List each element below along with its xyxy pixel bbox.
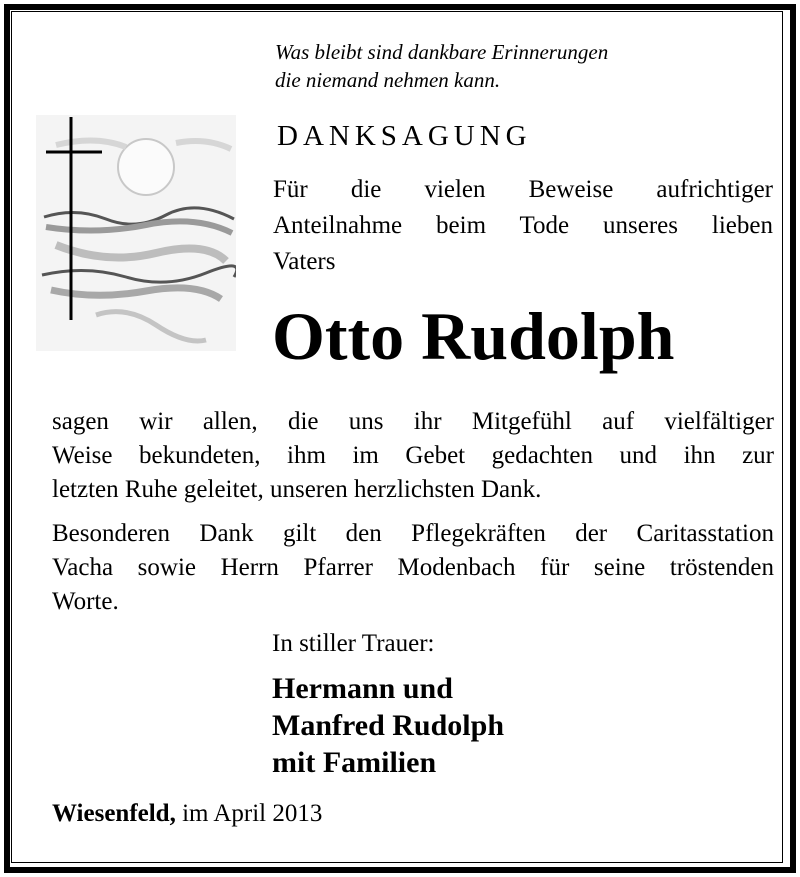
motto xyxy=(275,38,608,94)
footer xyxy=(52,800,322,828)
paragraph-2-line-2: Vacha sowie Herrn Pfarrer Modenbach für seine tröstenden xyxy=(52,554,774,581)
body-text xyxy=(52,405,774,619)
motto-line-1: Was bleibt sind dankbare Erinnerungen xyxy=(275,40,609,64)
signer-line-2: Manfred Rudolph xyxy=(272,709,505,742)
motto-line-2: die niemand nehmen kann. xyxy=(275,68,501,92)
paragraph-1-line-3: letzten Ruhe geleitet, unseren herzlichsten Dank. xyxy=(52,476,542,503)
intro-text xyxy=(273,172,773,280)
signer-line-3: mit Familien xyxy=(272,746,437,779)
intro-line-1: Für die vielen Beweise aufrichtiger xyxy=(273,176,773,203)
intro-line-3: Vaters xyxy=(273,248,336,275)
paragraph-1-line-1: sagen wir allen, die uns ihr Mitgefühl auf vielfältiger xyxy=(52,408,774,435)
signers xyxy=(272,670,504,781)
paragraph-2-line-1: Besonderen Dank gilt den Pflegekräften der Caritasstation xyxy=(52,520,774,547)
footer-date: im April 2013 xyxy=(175,800,323,827)
paragraph-2-line-3: Worte. xyxy=(52,588,119,615)
paragraph-2 xyxy=(52,517,774,619)
page-title: DANKSAGUNG xyxy=(277,120,532,152)
intro-line-2: Anteilnahme beim Tode unseres lieben xyxy=(273,212,773,239)
deceased-name: Otto Rudolph xyxy=(272,298,675,374)
signer-line-1: Hermann und xyxy=(272,672,453,705)
paragraph-1 xyxy=(52,405,774,507)
cross-landscape-icon xyxy=(36,115,236,351)
mourning-label: In stiller Trauer: xyxy=(272,630,435,657)
footer-place: Wiesenfeld, xyxy=(52,800,176,827)
paragraph-1-line-2: Weise bekundeten, ihm im Gebet gedachten und ihn zur xyxy=(52,442,774,469)
